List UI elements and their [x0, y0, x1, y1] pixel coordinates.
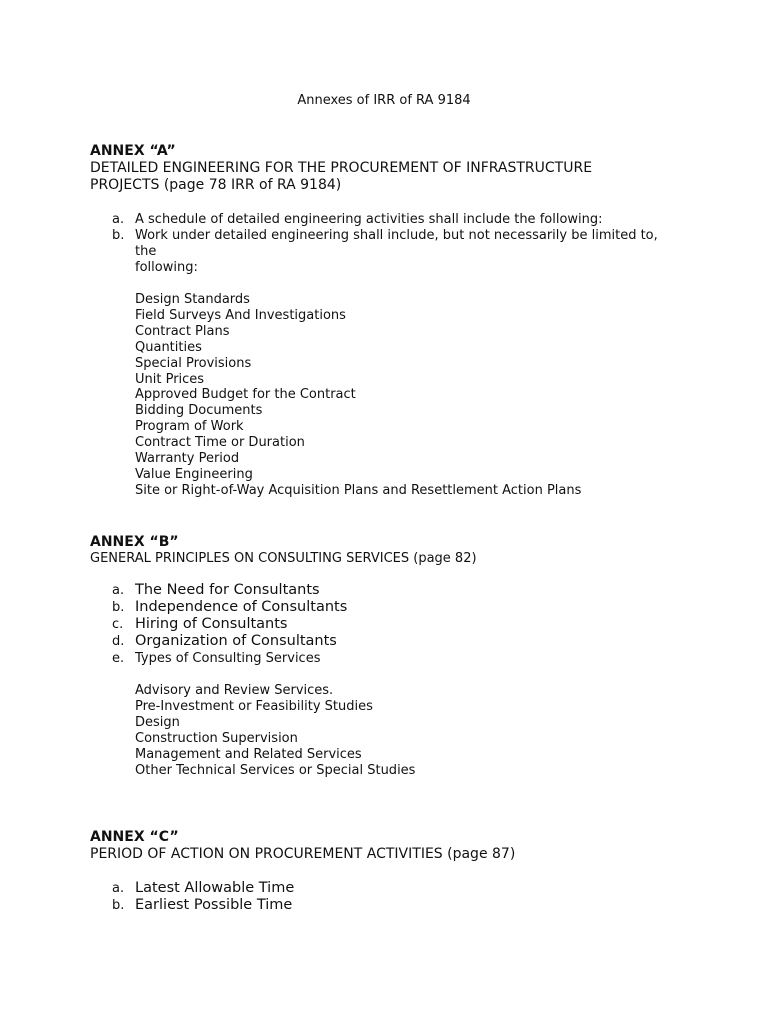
- activity-item: Special Provisions: [135, 355, 252, 371]
- activity-item: Approved Budget for the Contract: [135, 387, 356, 403]
- list-item: [0, 616, 695, 633]
- annex-a-list: [0, 212, 695, 276]
- list-item: [0, 880, 695, 897]
- list-item-text: Independence of Consultants: [135, 599, 348, 615]
- activity-item: Program of Work: [135, 419, 244, 435]
- annex-a-subtitle-line1: DETAILED ENGINEERING FOR THE PROCUREMENT OF INFRASTRUCTURE: [90, 160, 593, 176]
- annex-b-subtitle: GENERAL PRINCIPLES ON CONSULTING SERVICES (page 82): [90, 551, 477, 566]
- activity-item: Bidding Documents: [135, 403, 263, 419]
- list-item-text: Latest Allowable Time: [135, 880, 295, 896]
- service-type-item: Pre-Investment or Feasibility Studies: [135, 698, 373, 714]
- list-item-text: Types of Consulting Services: [135, 651, 321, 666]
- list-item: [0, 228, 695, 276]
- service-type-item: Management and Related Services: [135, 746, 362, 762]
- list-marker: c.: [112, 617, 124, 632]
- list-item-text: A schedule of detailed engineering activities shall include the following:: [135, 212, 603, 227]
- list-marker: b.: [112, 898, 125, 913]
- list-item: [0, 897, 695, 914]
- list-item: [0, 582, 695, 599]
- list-item: [0, 633, 695, 650]
- list-item: [0, 650, 695, 667]
- list-item-text: The Need for Consultants: [135, 582, 320, 598]
- list-item-text-line3: following:: [135, 260, 198, 275]
- document-title: Annexes of IRR of RA 9184: [297, 93, 471, 108]
- list-item-text: Organization of Consultants: [135, 633, 337, 649]
- service-type-item: Construction Supervision: [135, 730, 298, 746]
- activity-item: Value Engineering: [135, 466, 253, 482]
- annex-a-subtitle: [90, 160, 690, 194]
- activity-item: Warranty Period: [135, 451, 240, 467]
- annex-a-activities-list: [135, 292, 581, 499]
- annex-a-subtitle-line2: PROJECTS (page 78 IRR of RA 9184): [90, 177, 342, 193]
- activity-item: Unit Prices: [135, 371, 205, 387]
- annex-a-heading: ANNEX “A”: [90, 143, 176, 159]
- list-marker: a.: [112, 212, 125, 227]
- list-marker: b.: [112, 228, 125, 243]
- activity-item: Field Surveys And Investigations: [135, 307, 346, 323]
- annex-b-heading: ANNEX “B”: [90, 534, 179, 550]
- list-item: [0, 599, 695, 616]
- list-item-text: Earliest Possible Time: [135, 897, 293, 913]
- annex-b-list: [0, 582, 695, 667]
- activity-item: Contract Time or Duration: [135, 435, 305, 451]
- list-item-text: Hiring of Consultants: [135, 616, 288, 632]
- list-item-text-line1: Work under detailed engineering shall include, but not necessarily be limited to,: [135, 228, 658, 243]
- list-marker: e.: [112, 651, 125, 666]
- service-type-item: Other Technical Services or Special Studies: [135, 762, 416, 778]
- list-item-text-line2: the: [135, 244, 157, 259]
- annex-c-list: [0, 880, 695, 914]
- list-marker: a.: [112, 881, 125, 896]
- list-item: [0, 212, 695, 228]
- list-marker: d.: [112, 634, 125, 649]
- activity-item: Design Standards: [135, 292, 250, 307]
- list-marker: a.: [112, 583, 125, 598]
- activity-item: Contract Plans: [135, 323, 230, 339]
- annex-c-heading: ANNEX “C”: [90, 829, 179, 845]
- annex-b-service-types-list: [135, 683, 415, 778]
- list-marker: b.: [112, 600, 125, 615]
- activity-item: Site or Right-of-Way Acquisition Plans and Resettlement Action Plans: [135, 482, 582, 498]
- service-type-item: Design: [135, 714, 180, 730]
- activity-item: Quantities: [135, 339, 202, 355]
- service-type-item: Advisory and Review Services.: [135, 683, 334, 698]
- annex-c-subtitle: PERIOD OF ACTION ON PROCUREMENT ACTIVITIES (page 87): [90, 846, 516, 862]
